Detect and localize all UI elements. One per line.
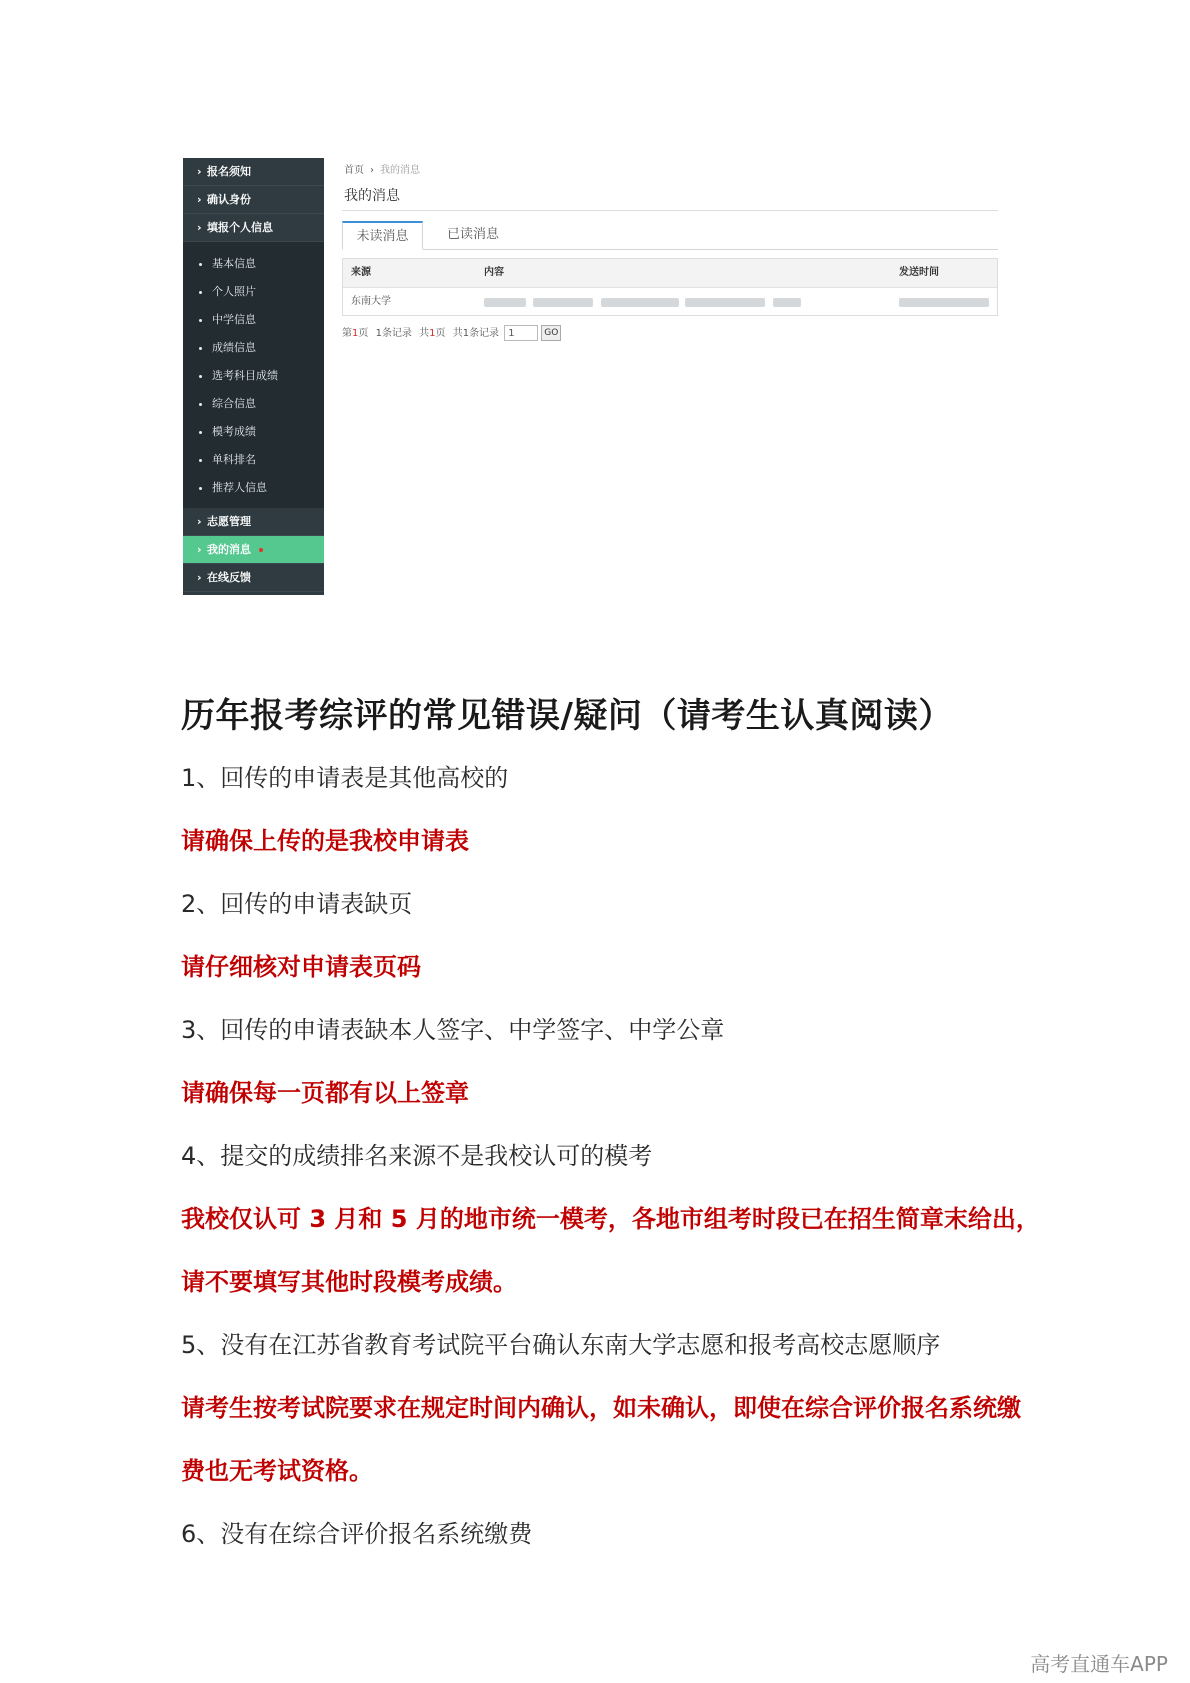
sidebar-item-label: 在线反馈 [207,571,251,584]
sidebar-subitem[interactable] [183,474,324,502]
pagination [342,324,561,344]
sidebar-item-label: 填报个人信息 [207,221,273,234]
sidebar-subitem[interactable] [183,362,324,390]
breadcrumb-home[interactable]: 首页 [344,165,364,176]
sidebar-item-label: 我的消息 [207,543,251,556]
bullet-icon [199,319,202,322]
answer-3: 请确保每一页都有以上签章 [181,1079,469,1107]
table-row[interactable] [343,288,997,316]
question-2: 2、回传的申请表缺页 [181,890,413,918]
section-heading: 历年报考综评的常见错误/疑问（请考生认真阅读） [181,696,953,736]
sidebar-subitem[interactable] [183,278,324,306]
breadcrumb [344,161,420,176]
sidebar-subitem[interactable] [183,390,324,418]
answer-4-line-1: 我校仅认可 3 月和 5 月的地市统一模考，各地市组考时段已在招生简章末给出， [181,1205,1040,1233]
header-content: 内容 [484,267,504,278]
embedded-screenshot [183,158,998,595]
chevron-right-icon: › [197,515,202,528]
question-4: 4、提交的成绩排名来源不是我校认可的模考 [181,1142,653,1170]
sidebar-submenu [183,242,324,508]
answer-5-line-2: 费也无考试资格。 [181,1457,373,1485]
bullet-icon [199,487,202,490]
chevron-right-icon: › [197,571,202,584]
chevron-right-icon: › [370,165,374,176]
sidebar-item-personal-info[interactable] [183,214,324,242]
sidebar-subitem[interactable] [183,418,324,446]
answer-1: 请确保上传的是我校申请表 [181,827,469,855]
answer-4-line-2: 请不要填写其他时段模考成绩。 [181,1268,517,1296]
pager-text: 条记录 [381,328,412,339]
blurred-time [899,298,989,307]
answer-5-line-1: 请考生按考试院要求在规定时间内确认，如未确认，即使在综合评价报名系统缴 [181,1394,1021,1422]
page-number-input[interactable]: 1 [504,325,538,341]
sidebar-subitem-label: 推荐人信息 [212,481,267,494]
pager-current-page: 1 [352,328,359,339]
main-content [342,158,998,595]
sidebar-item-my-messages[interactable] [183,536,324,564]
chevron-right-icon: › [197,543,202,556]
table-header [343,259,997,288]
blurred-content [533,298,593,307]
sidebar-item-volunteer[interactable] [183,508,324,536]
sidebar-item-feedback[interactable] [183,564,324,592]
sidebar-item-label: 确认身份 [207,193,251,206]
question-5: 5、没有在江苏省教育考试院平台确认东南大学志愿和报考高校志愿顺序 [181,1331,941,1359]
sidebar-subitem-label: 中学信息 [212,313,256,326]
chevron-right-icon: › [197,165,202,178]
tab-bar [342,221,998,250]
pager-text: 页 [435,328,446,339]
tab-unread[interactable]: 未读消息 [342,221,423,250]
bullet-icon [199,347,202,350]
sidebar-item-label: 志愿管理 [207,515,251,528]
header-time: 发送时间 [899,267,939,278]
answer-2: 请仔细核对申请表页码 [181,953,421,981]
chevron-right-icon: › [197,193,202,206]
bullet-icon [199,431,202,434]
header-source: 来源 [351,267,371,278]
divider [342,210,998,211]
pager-text: 共 [452,328,463,339]
chevron-right-icon: › [197,221,202,234]
sidebar-subitem-label: 综合信息 [212,397,256,410]
sidebar-subitem[interactable] [183,446,324,474]
page-title: 我的消息 [344,188,400,204]
pager-total-pages: 1 [429,328,436,339]
go-button[interactable]: GO [541,325,561,341]
blurred-content [685,298,765,307]
pager-text: 条记录 [469,328,500,339]
watermark-footer: 高考直通车APP [1030,1652,1168,1676]
blurred-content [484,298,526,307]
sidebar-subitem-label: 选考科目成绩 [212,369,278,382]
pager-text: 共 [419,328,430,339]
sidebar-subitem-label: 个人照片 [212,285,256,298]
pager-text: 页 [358,328,369,339]
sidebar-subitem-label: 模考成绩 [212,425,256,438]
bullet-icon [199,291,202,294]
sidebar-item-apply-notice[interactable] [183,158,324,186]
bullet-icon [199,263,202,266]
blurred-content [773,298,801,307]
bullet-icon [199,375,202,378]
bullet-icon [199,459,202,462]
question-3: 3、回传的申请表缺本人签字、中学签字、中学公章 [181,1016,725,1044]
blurred-content [601,298,679,307]
sidebar-item-label: 报名须知 [207,165,251,178]
sidebar-subitem[interactable] [183,250,324,278]
pager-total-records: 1 [462,328,470,339]
breadcrumb-current: 我的消息 [380,165,420,176]
bullet-icon [199,403,202,406]
sidebar-subitem[interactable] [183,334,324,362]
sidebar-subitem-label: 成绩信息 [212,341,256,354]
sidebar-item-confirm-identity[interactable] [183,186,324,214]
question-6: 6、没有在综合评价报名系统缴费 [181,1520,533,1548]
unread-dot-icon [259,548,263,552]
pager-text: 第 [342,328,352,339]
tab-read[interactable]: 已读消息 [446,227,499,242]
cell-source: 东南大学 [351,296,391,307]
pager-records-count: 1 [375,328,382,339]
sidebar-subitem-label: 单科排名 [212,453,256,466]
sidebar-subitem[interactable] [183,306,324,334]
sidebar [183,158,324,595]
sidebar-subitem-label: 基本信息 [212,257,256,270]
message-table [342,258,998,316]
question-1: 1、回传的申请表是其他高校的 [181,764,509,792]
